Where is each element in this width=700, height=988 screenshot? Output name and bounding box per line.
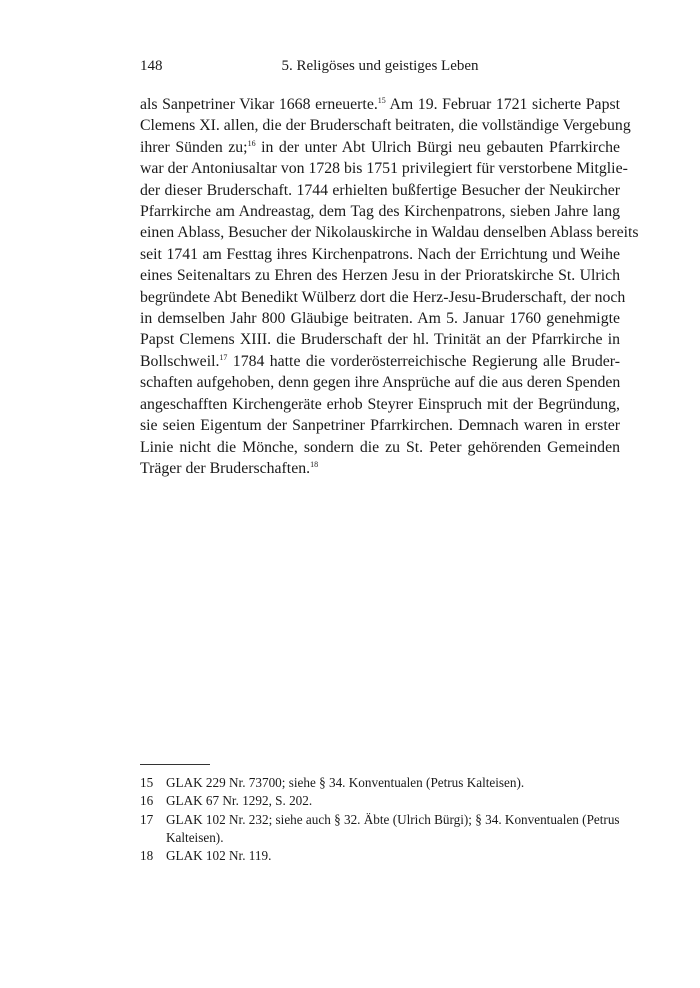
text-line <box>140 458 620 479</box>
text-line <box>140 94 620 115</box>
text-segment: Clemens XI. allen, die der Bruderschaft beitraten, die vollständige Vergebung <box>140 117 631 135</box>
footnote-text: GLAK 102 Nr. 119. <box>166 848 272 864</box>
text-line <box>140 287 626 308</box>
text-segment: Träger der Bruderschaften. <box>140 459 311 477</box>
footnote-number: 17 <box>140 811 154 827</box>
text-line <box>140 394 620 415</box>
footnote-number: 16 <box>140 793 154 809</box>
text-segment: ihrer Sünden zu; <box>140 138 248 156</box>
footnote-text: GLAK 102 Nr. 232; siehe auch § 32. Äbte (Ulrich Bürgi); § 34. Konventualen (Petrus Kalteisen). <box>166 811 620 845</box>
text-segment: Papst Clemens XIII. die Bruderschaft der hl. Trinität an der Pfarrkirche in <box>140 331 620 349</box>
footnote <box>140 792 620 810</box>
text-segment: begründete Abt Benedikt Wülberz dort die Herz-Jesu-Bruderschaft, der noch <box>140 288 626 306</box>
text-segment: war der Antoniusaltar von 1728 bis 1751 privilegiert für verstorbene Mitglie- <box>140 160 628 178</box>
text-segment: seit 1741 am Festtag ihres Kirchenpatrons. Nach der Errichtung und Weihe <box>140 245 620 263</box>
text-segment: in demselben Jahr 800 Gläubige beitraten. Am 5. Januar 1760 genehmigte <box>140 310 620 328</box>
text-line <box>140 180 620 201</box>
running-head: 5. Religöses und geistiges Leben <box>281 58 479 74</box>
text-segment: als Sanpetriner Vikar 1668 erneuerte. <box>140 96 378 113</box>
text-line <box>140 244 620 265</box>
text-segment: einen Ablass, Besucher der Nikolauskirche in Waldau denselben Ablass bereits <box>140 224 639 242</box>
text-segment: in der unter Abt Ulrich Bürgi neu gebauten Pfarrkirche <box>255 138 620 156</box>
page-header <box>140 58 620 82</box>
text-line <box>140 351 620 372</box>
footnote-reference[interactable]: 18 <box>310 459 319 469</box>
footnote-number: 18 <box>140 848 154 864</box>
text-line <box>140 158 628 179</box>
text-segment: schaften aufgehoben, denn gegen ihre Ansprüche auf die aus deren Spenden <box>140 374 621 392</box>
footnote-text: GLAK 229 Nr. 73700; siehe § 34. Konventualen (Petrus Kalteisen). <box>166 775 525 790</box>
footnote <box>140 774 620 792</box>
text-line <box>140 329 620 350</box>
text-line <box>140 437 620 458</box>
footnotes <box>140 774 620 865</box>
footnote-number: 15 <box>140 775 154 790</box>
footnote <box>140 847 620 865</box>
text-line <box>140 265 620 286</box>
footnote <box>140 811 620 848</box>
text-line <box>140 372 620 393</box>
footnote-text: GLAK 67 Nr. 1292, S. 202. <box>166 793 313 809</box>
footnote-reference[interactable]: 16 <box>247 138 256 148</box>
text-line <box>140 137 620 158</box>
text-segment: Am 19. Februar 1721 sicherte Papst <box>385 96 620 113</box>
footnote-reference[interactable]: 17 <box>219 352 228 362</box>
text-line <box>140 308 620 329</box>
text-line <box>140 201 620 222</box>
footnote-separator <box>140 764 210 765</box>
text-line <box>140 222 639 243</box>
text-segment: Pfarrkirche am Andreastag, dem Tag des Kirchenpatrons, sieben Jahre lang <box>140 203 620 221</box>
text-segment: Linie nicht die Mönche, sondern die zu St. Peter gehörenden Gemeinden <box>140 438 620 456</box>
text-segment: der dieser Bruderschaft. 1744 erhielten bußfertige Besucher der Neukircher <box>140 181 620 199</box>
text-segment: sie seien Eigentum der Sanpetriner Pfarrkirchen. Demnach waren in erster <box>140 417 620 435</box>
text-segment: eines Seitenaltars zu Ehren des Herzen Jesu in der Prioratskirche St. Ulrich <box>140 267 620 285</box>
body-paragraph <box>140 94 639 479</box>
text-line <box>140 115 631 136</box>
text-segment: angeschafften Kirchengeräte erhob Steyrer Einspruch mit der Begründung, <box>140 395 620 413</box>
text-segment: Bollschweil. <box>140 352 220 370</box>
text-segment: 1784 hatte die vorderösterreichische Regierung alle Bruder- <box>227 352 620 370</box>
footnote-reference[interactable]: 15 <box>377 96 386 105</box>
text-line <box>140 415 620 436</box>
page-number: 148 <box>140 58 163 74</box>
